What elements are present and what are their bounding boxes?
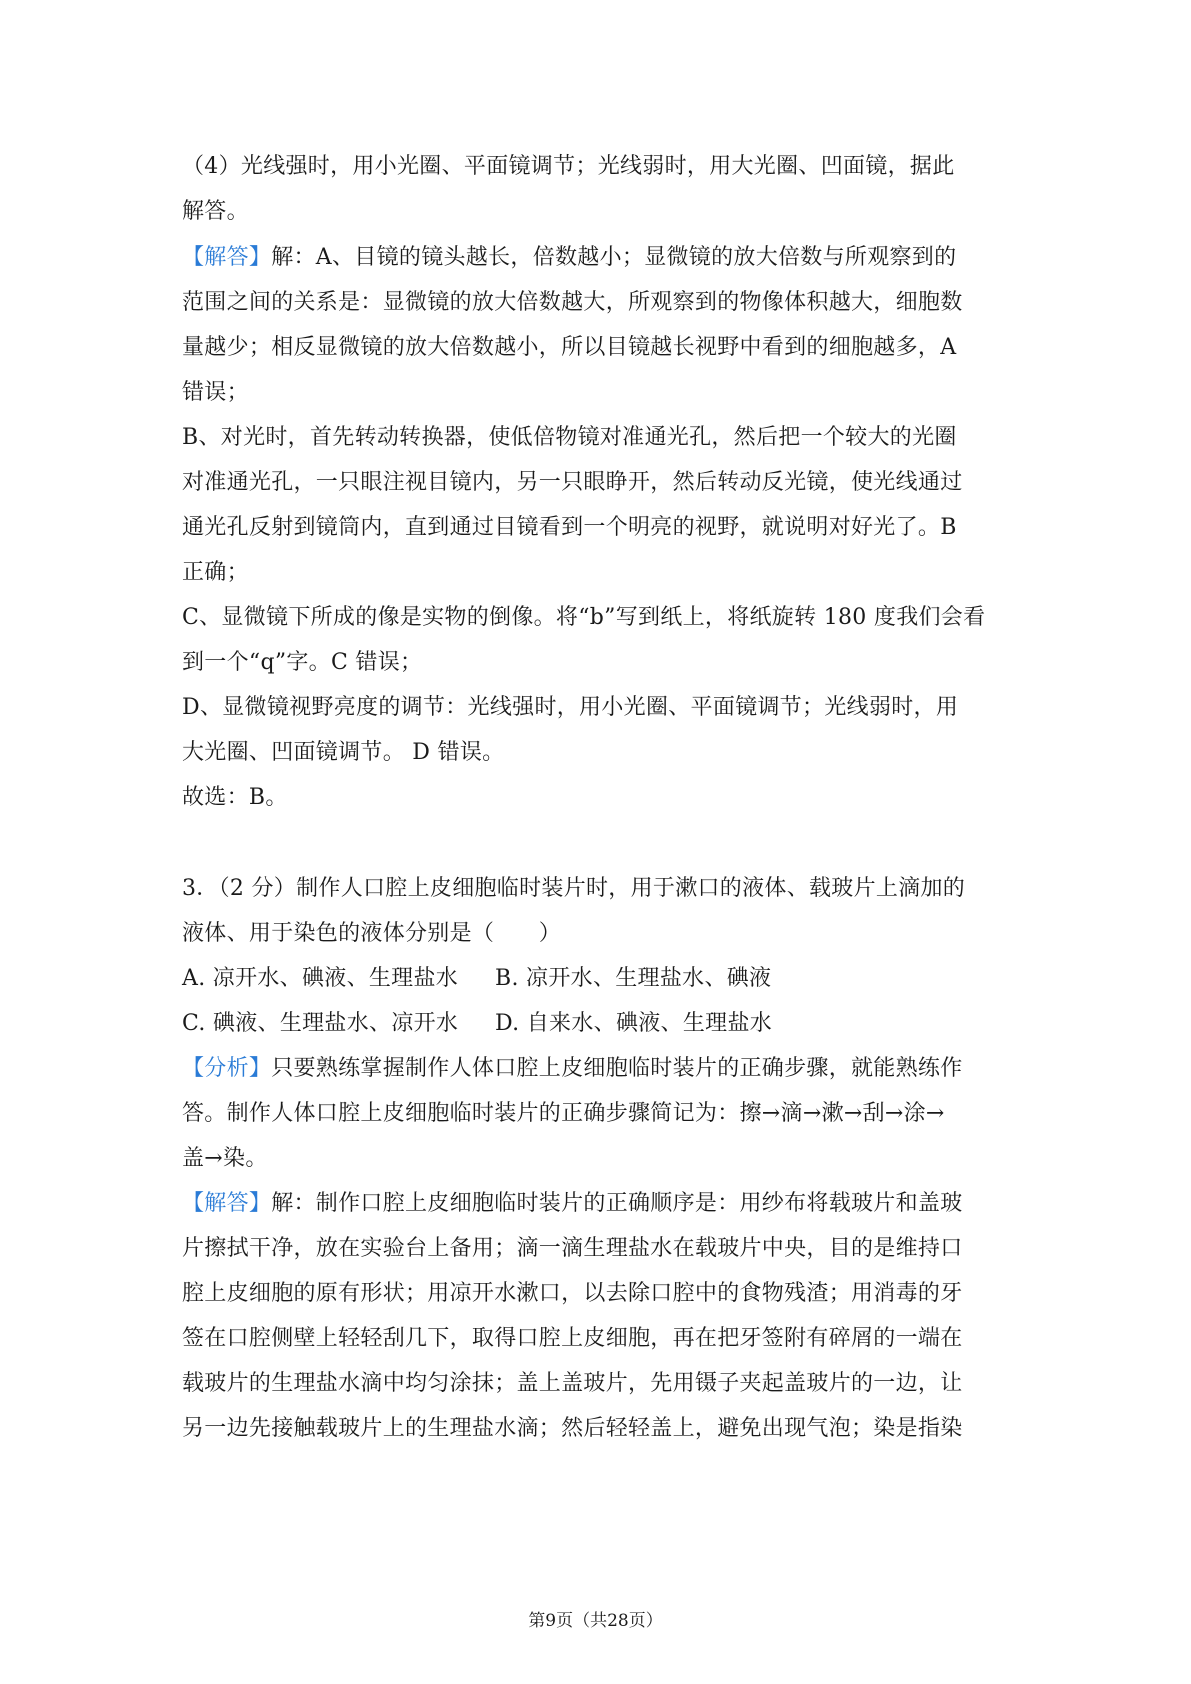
option-row	[182, 964, 771, 994]
option-b: B. 凉开水、生理盐水、碘液	[495, 966, 772, 991]
text-line: D、显微镜视野亮度的调节：光线强时，用小光圈、平面镜调节；光线弱时，用	[182, 695, 959, 720]
text-line: 对准通光孔，一只眼注视目镜内，另一只眼睁开，然后转动反光镜，使光线通过	[182, 470, 963, 495]
option-c: C. 碘液、生理盐水、凉开水	[182, 1011, 459, 1036]
text-line: 答。制作人体口腔上皮细胞临时装片的正确步骤简记为：擦→滴→漱→刮→涂→	[182, 1101, 945, 1126]
text-line: （4）光线强时，用小光圈、平面镜调节；光线弱时，用大光圈、凹面镜，据此	[182, 154, 955, 179]
text-line: 签在口腔侧壁上轻轻刮几下，取得口腔上皮细胞，再在把牙签附有碎屑的一端在	[182, 1326, 963, 1351]
text-line: 正确；	[182, 560, 249, 585]
text-line: 解：制作口腔上皮细胞临时装片的正确顺序是：用纱布将载玻片和盖玻	[271, 1191, 963, 1216]
text-line: B、对光时，首先转动转换器，使低倍物镜对准通光孔，然后把一个较大的光圈	[182, 425, 957, 450]
option-a: A. 凉开水、碘液、生理盐水	[182, 966, 459, 991]
text-line: 腔上皮细胞的原有形状；用凉开水漱口，以去除口腔中的食物残渣；用消毒的牙	[182, 1281, 963, 1306]
text-line: 片擦拭干净，放在实验台上备用；滴一滴生理盐水在载玻片中央，目的是维持口	[182, 1236, 963, 1261]
text-line: 另一边先接触载玻片上的生理盐水滴；然后轻轻盖上，避免出现气泡；染是指染	[182, 1416, 963, 1441]
analysis-tag: 【分析】	[182, 1056, 272, 1081]
text-line: 载玻片的生理盐水滴中均匀涂抹；盖上盖玻片，先用镊子夹起盖玻片的一边，让	[182, 1371, 963, 1396]
question-stem: 3．（2 分）制作人口腔上皮细胞临时装片时，用于漱口的液体、载玻片上滴加的	[182, 876, 966, 901]
text-line: 解：A、目镜的镜头越长，倍数越小；显微镜的放大倍数与所观察到的	[271, 245, 957, 270]
answer-first-line	[182, 243, 956, 273]
text-line: 量越少；相反显微镜的放大倍数越小，所以目镜越长视野中看到的细胞越多，A	[182, 335, 957, 360]
text-line: 错误；	[182, 380, 249, 405]
text-line: 范围之间的关系是：显微镜的放大倍数越大，所观察到的物像体积越大，细胞数	[182, 290, 963, 315]
text-line: 只要熟练掌握制作人体口腔上皮细胞临时装片的正确步骤，就能熟练作	[271, 1056, 963, 1081]
text-line: 故选：B。	[182, 785, 288, 810]
answer-tag: 【解答】	[182, 1191, 272, 1216]
page-footer: 第9页（共28页）	[528, 1611, 663, 1631]
text-line: 到一个“q”字。C 错误；	[182, 650, 423, 675]
answer-first-line	[182, 1189, 963, 1219]
option-d: D. 自来水、碘液、生理盐水	[495, 1011, 773, 1036]
answer-tag: 【解答】	[182, 245, 272, 270]
question-stem: 液体、用于染色的液体分别是（ ）	[182, 921, 562, 946]
text-line: 解答。	[182, 199, 249, 224]
analysis-first-line	[182, 1054, 963, 1084]
text-line: 大光圈、凹面镜调节。 D 错误。	[182, 740, 505, 765]
text-line: 盖→染。	[182, 1146, 268, 1171]
text-line: 通光孔反射到镜筒内，直到通过目镜看到一个明亮的视野，就说明对好光了。B	[182, 515, 957, 540]
text-line: C、显微镜下所成的像是实物的倒像。将“b”写到纸上，将纸旋转 180 度我们会看	[182, 605, 986, 630]
option-row	[182, 1009, 772, 1039]
